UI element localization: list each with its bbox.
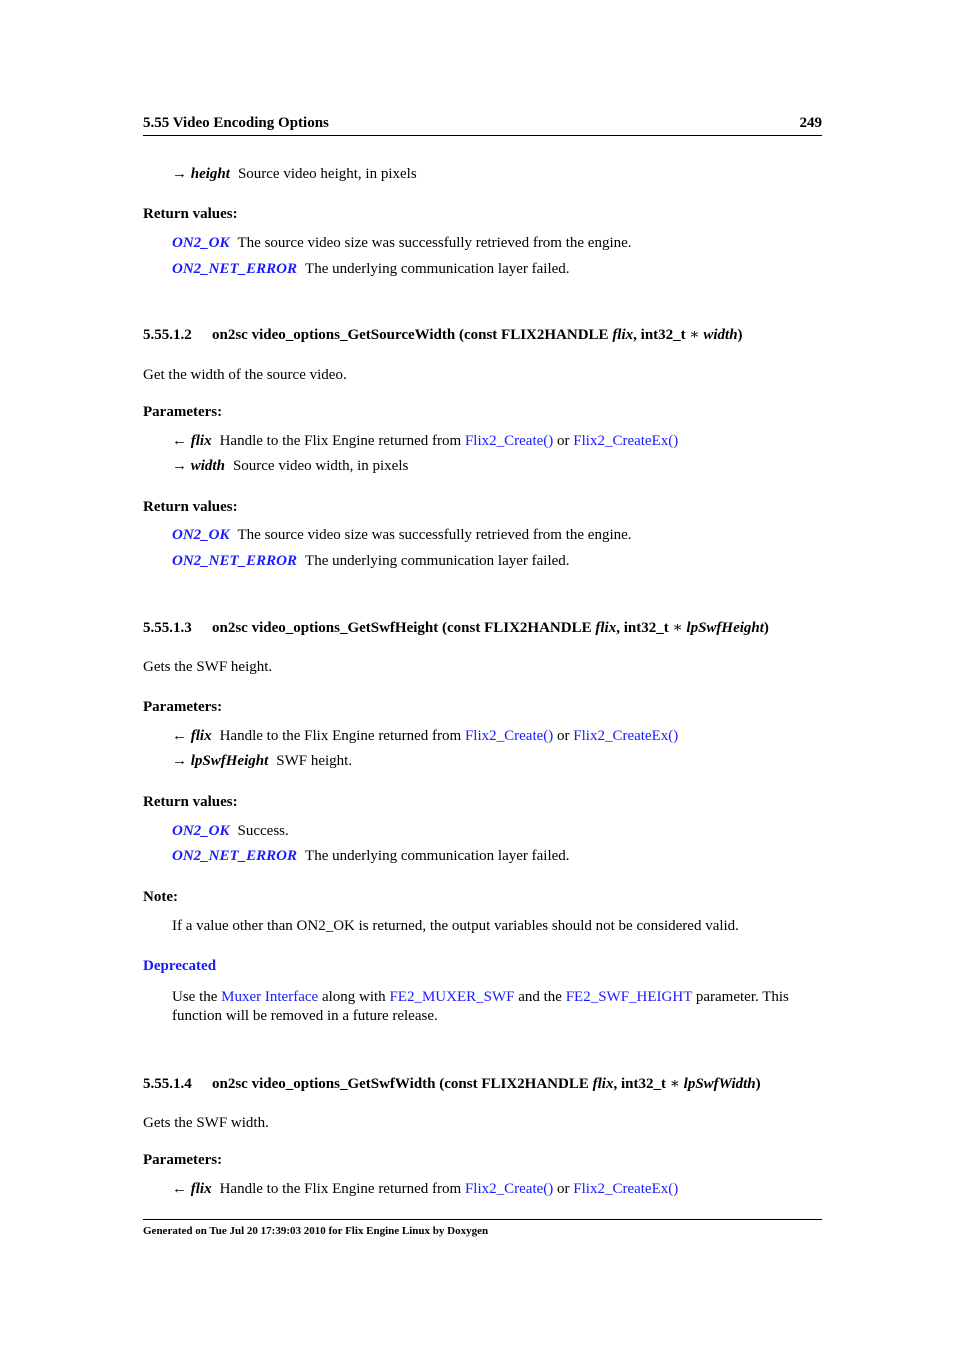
param-name: width [190, 458, 225, 474]
return-values-heading: Return values: [143, 499, 238, 515]
function-description: Gets the SWF width. [143, 1115, 269, 1131]
return-value-row [172, 526, 632, 544]
fe2-muxer-swf-link[interactable]: FE2_MUXER_SWF [389, 989, 515, 1005]
return-desc: The underlying communication layer failed. [305, 261, 570, 277]
in-arrow-icon: ← [172, 728, 187, 744]
section-number: 5.55.1.3 [143, 620, 192, 636]
param-desc: SWF height. [276, 753, 353, 769]
muxer-interface-link[interactable]: Muxer Interface [221, 989, 319, 1005]
header-page-number: 249 [799, 115, 822, 131]
return-value-row [172, 234, 632, 252]
return-code-link[interactable]: ON2_OK [172, 527, 230, 543]
flix2-createex-link[interactable]: Flix2_CreateEx() [573, 1181, 679, 1197]
out-arrow-icon: → [172, 166, 187, 182]
return-code-link[interactable]: ON2_NET_ERROR [172, 261, 298, 277]
return-values-heading: Return values: [143, 794, 238, 810]
out-arrow-icon: → [172, 458, 187, 474]
function-heading: 5.55.1.4 on2sc video_options_GetSwfWidth (const FLIX2HANDLE flix, int32_t ∗ lpSwfWidth) [143, 1076, 761, 1092]
deprecated-link[interactable]: Deprecated [143, 958, 217, 974]
flix2-create-link[interactable]: Flix2_Create() [464, 433, 554, 449]
flix2-create-link[interactable]: Flix2_Create() [464, 728, 554, 744]
note-text: If a value other than ON2_OK is returned, the output variables should not be considered valid. [172, 918, 739, 934]
param-row [172, 165, 417, 183]
return-desc: The source video size was successfully retrieved from the engine. [237, 235, 632, 251]
return-code-link[interactable]: ON2_OK [172, 823, 230, 839]
page-footer: Generated on Tue Jul 20 17:39:03 2010 for Flix Engine Linux by Doxygen [143, 1219, 822, 1237]
param-desc: Handle to the Flix Engine returned from [219, 728, 462, 744]
return-value-row [172, 260, 570, 278]
return-values-heading: Return values: [143, 206, 238, 222]
return-code-link[interactable]: ON2_OK [172, 235, 230, 251]
param-name: flix [190, 1181, 212, 1197]
deprecated-text: Use the Muxer Interface along with FE2_MUXER_SWF and the FE2_SWF_HEIGHT parameter. This function will be removed in a future release. [172, 989, 789, 1024]
document-page [143, 0, 822, 1350]
param-name: height [190, 166, 230, 182]
section-number: 5.55.1.2 [143, 327, 192, 343]
param-desc: Handle to the Flix Engine returned from [219, 433, 462, 449]
flix2-createex-link[interactable]: Flix2_CreateEx() [573, 433, 679, 449]
return-value-row [172, 822, 289, 840]
param-row: ← flix Handle to the Flix Engine returned from Flix2_Create() or Flix2_CreateEx() [172, 1181, 679, 1197]
param-name: lpSwfHeight [190, 753, 269, 769]
return-value-row [172, 847, 570, 865]
param-desc: Handle to the Flix Engine returned from [219, 1181, 462, 1197]
function-heading: 5.55.1.3 on2sc video_options_GetSwfHeight (const FLIX2HANDLE flix, int32_t ∗ lpSwfHeight) [143, 620, 769, 636]
return-desc: Success. [237, 823, 289, 839]
section-number: 5.55.1.4 [143, 1076, 192, 1092]
in-arrow-icon: ← [172, 1181, 187, 1197]
param-desc: Source video width, in pixels [232, 458, 409, 474]
return-code-link[interactable]: ON2_NET_ERROR [172, 553, 298, 569]
parameters-heading: Parameters: [143, 699, 223, 715]
function-description: Gets the SWF height. [143, 659, 273, 675]
parameters-heading: Parameters: [143, 1152, 223, 1168]
return-desc: The underlying communication layer failed. [305, 848, 570, 864]
flix2-create-link[interactable]: Flix2_Create() [464, 1181, 554, 1197]
param-row [172, 457, 408, 475]
function-heading: 5.55.1.2 on2sc video_options_GetSourceWidth (const FLIX2HANDLE flix, int32_t ∗ width) [143, 327, 743, 343]
return-value-row [172, 552, 570, 570]
running-header [143, 113, 822, 136]
out-arrow-icon: → [172, 753, 187, 769]
flix2-createex-link[interactable]: Flix2_CreateEx() [573, 728, 679, 744]
function-description: Get the width of the source video. [143, 367, 347, 383]
in-arrow-icon: ← [172, 433, 187, 449]
return-desc: The underlying communication layer failed. [305, 553, 570, 569]
param-name: flix [190, 433, 212, 449]
return-desc: The source video size was successfully retrieved from the engine. [237, 527, 632, 543]
param-row: ← flix Handle to the Flix Engine returned from Flix2_Create() or Flix2_CreateEx() [172, 433, 679, 449]
fe2-swf-height-link[interactable]: FE2_SWF_HEIGHT [565, 989, 693, 1005]
parameters-heading: Parameters: [143, 404, 223, 420]
param-row [172, 752, 352, 770]
param-name: flix [190, 728, 212, 744]
note-heading: Note: [143, 889, 178, 905]
param-desc: Source video height, in pixels [237, 166, 417, 182]
header-section-title: 5.55 Video Encoding Options [143, 115, 329, 131]
return-code-link[interactable]: ON2_NET_ERROR [172, 848, 298, 864]
param-row: ← flix Handle to the Flix Engine returned from Flix2_Create() or Flix2_CreateEx() [172, 728, 679, 744]
